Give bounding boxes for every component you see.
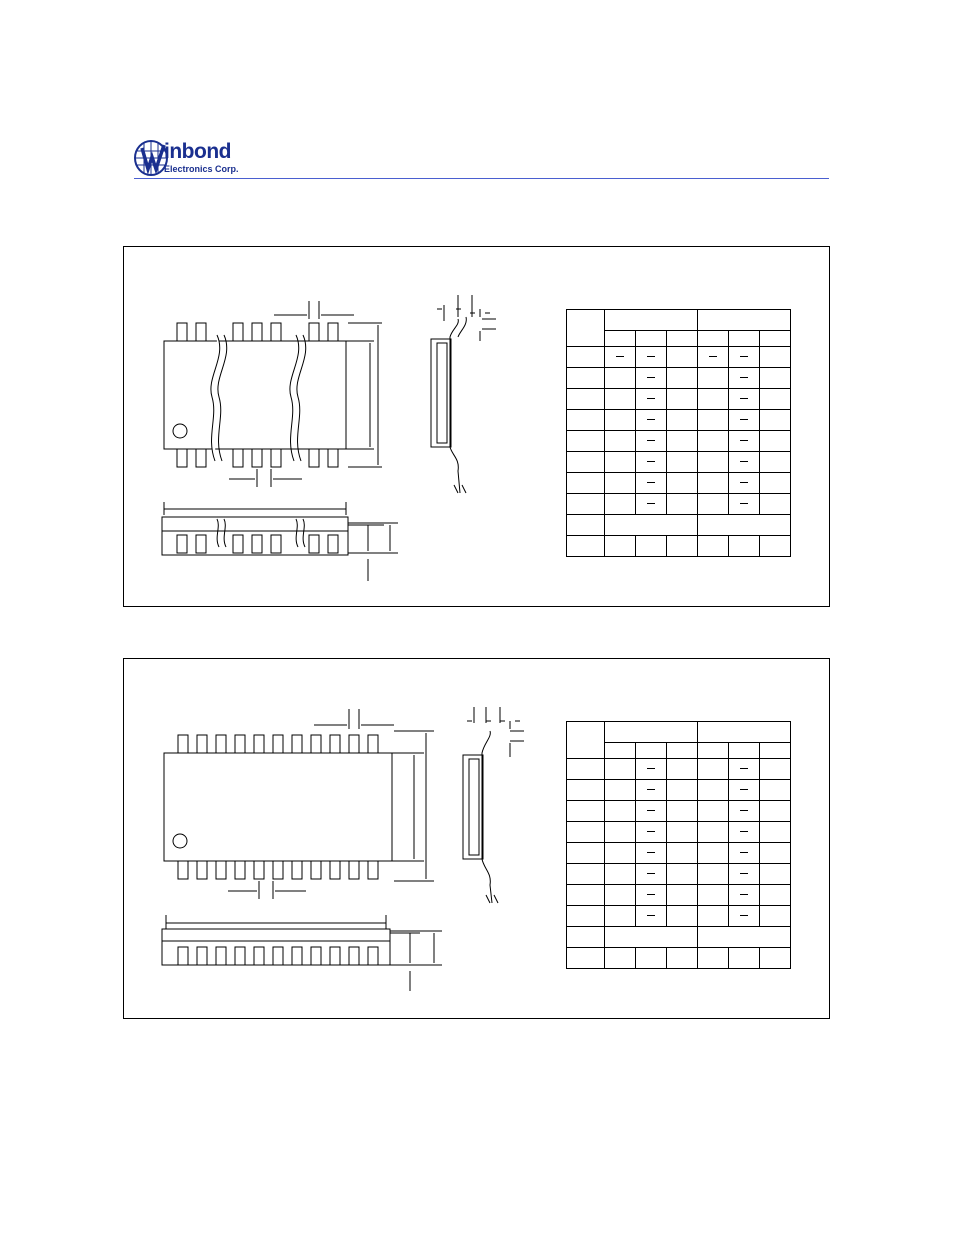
dash — [740, 789, 748, 790]
dash — [740, 398, 748, 399]
pin1-marker — [173, 834, 187, 848]
dash — [709, 356, 717, 357]
dash — [616, 356, 624, 357]
package-body — [164, 753, 392, 861]
dash — [740, 831, 748, 832]
dash — [740, 440, 748, 441]
dash — [740, 768, 748, 769]
dash — [740, 461, 748, 462]
dash — [647, 768, 655, 769]
winbond-logo — [134, 137, 264, 179]
dash — [740, 419, 748, 420]
top-leads — [177, 323, 338, 341]
dash — [647, 482, 655, 483]
dash — [647, 356, 655, 357]
dimensions-table-24-pin — [566, 721, 791, 969]
package-panel-20-pin — [123, 246, 830, 607]
dash — [740, 873, 748, 874]
dash — [647, 915, 655, 916]
dash — [647, 461, 655, 462]
dash — [740, 503, 748, 504]
dash — [647, 810, 655, 811]
dash — [647, 894, 655, 895]
dash — [740, 810, 748, 811]
package-panel-24-pin — [123, 658, 830, 1019]
dash — [740, 482, 748, 483]
dash — [740, 915, 748, 916]
dash — [647, 440, 655, 441]
dash — [647, 419, 655, 420]
dash — [647, 831, 655, 832]
pin1-marker — [173, 424, 187, 438]
logo-subtitle: Electronics Corp. — [164, 164, 239, 174]
dash — [647, 873, 655, 874]
dash — [647, 398, 655, 399]
dash — [740, 356, 748, 357]
dimensions-table-20-pin — [566, 309, 791, 557]
dash — [740, 894, 748, 895]
logo-wordmark: inbond — [164, 140, 231, 163]
header-rule — [134, 178, 829, 179]
dash — [647, 852, 655, 853]
dash — [647, 503, 655, 504]
package-body — [164, 341, 346, 449]
dash — [740, 852, 748, 853]
top-leads — [178, 735, 378, 753]
dash — [647, 377, 655, 378]
dash — [647, 789, 655, 790]
dash — [740, 377, 748, 378]
